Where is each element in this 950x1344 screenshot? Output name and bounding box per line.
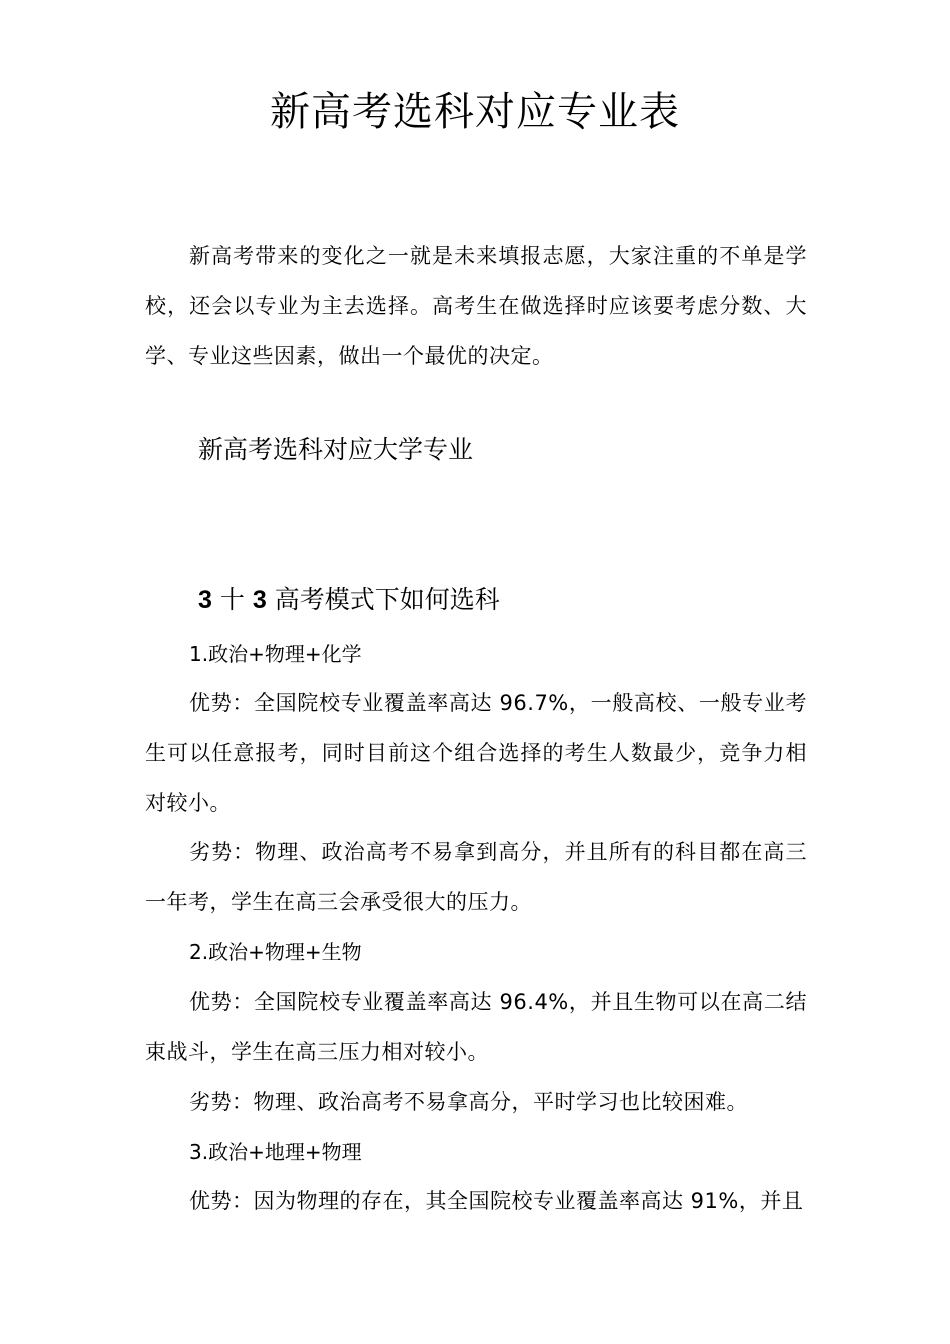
item-3-advantage: 优势：因为物理的存在，其全国院校专业覆盖率高达 91%，并且	[189, 1189, 804, 1213]
item-2-title: 2.政治+物理+生物	[189, 940, 362, 964]
document-title: 新高考选科对应专业表	[270, 89, 680, 135]
item-2-advantage: 优势：全国院校专业覆盖率高达 96.4%，并且生物可以在高二结束战斗，学生在高三压力相对较小。	[145, 990, 807, 1064]
mode-heading-text: 高考模式下如何选科	[274, 585, 500, 614]
item-1-advantage: 优势：全国院校专业覆盖率高达 96.7%，一般高校、一般专业考生可以任意报考，同时目前这个组合选择的考生人数最少，竞争力相对较小。	[145, 691, 807, 815]
intro-paragraph: 新高考带来的变化之一就是未来填报志愿，大家注重的不单是学校，还会以专业为主去选择。高考生在做选择时应该要考虑分数、大学、专业这些因素，做出一个最优的决定。	[145, 244, 807, 368]
mode-heading-plus: 十	[219, 585, 245, 614]
item-2-disadvantage: 劣势：物理、政治高考不易拿高分，平时学习也比较困难。	[189, 1090, 748, 1114]
item-1-disadvantage: 劣势：物理、政治高考不易拿到高分，并且所有的科目都在高三一年考，学生在高三会承受很大的压力。	[145, 840, 807, 914]
mode-heading	[198, 580, 500, 620]
item-1-title: 1.政治+物理+化学	[189, 642, 362, 666]
mode-heading-number-a: 3	[198, 586, 212, 614]
section-heading: 新高考选科对应大学专业	[198, 435, 474, 464]
mode-heading-number-b: 3	[252, 586, 267, 614]
item-3-title: 3.政治+地理+物理	[189, 1140, 362, 1164]
